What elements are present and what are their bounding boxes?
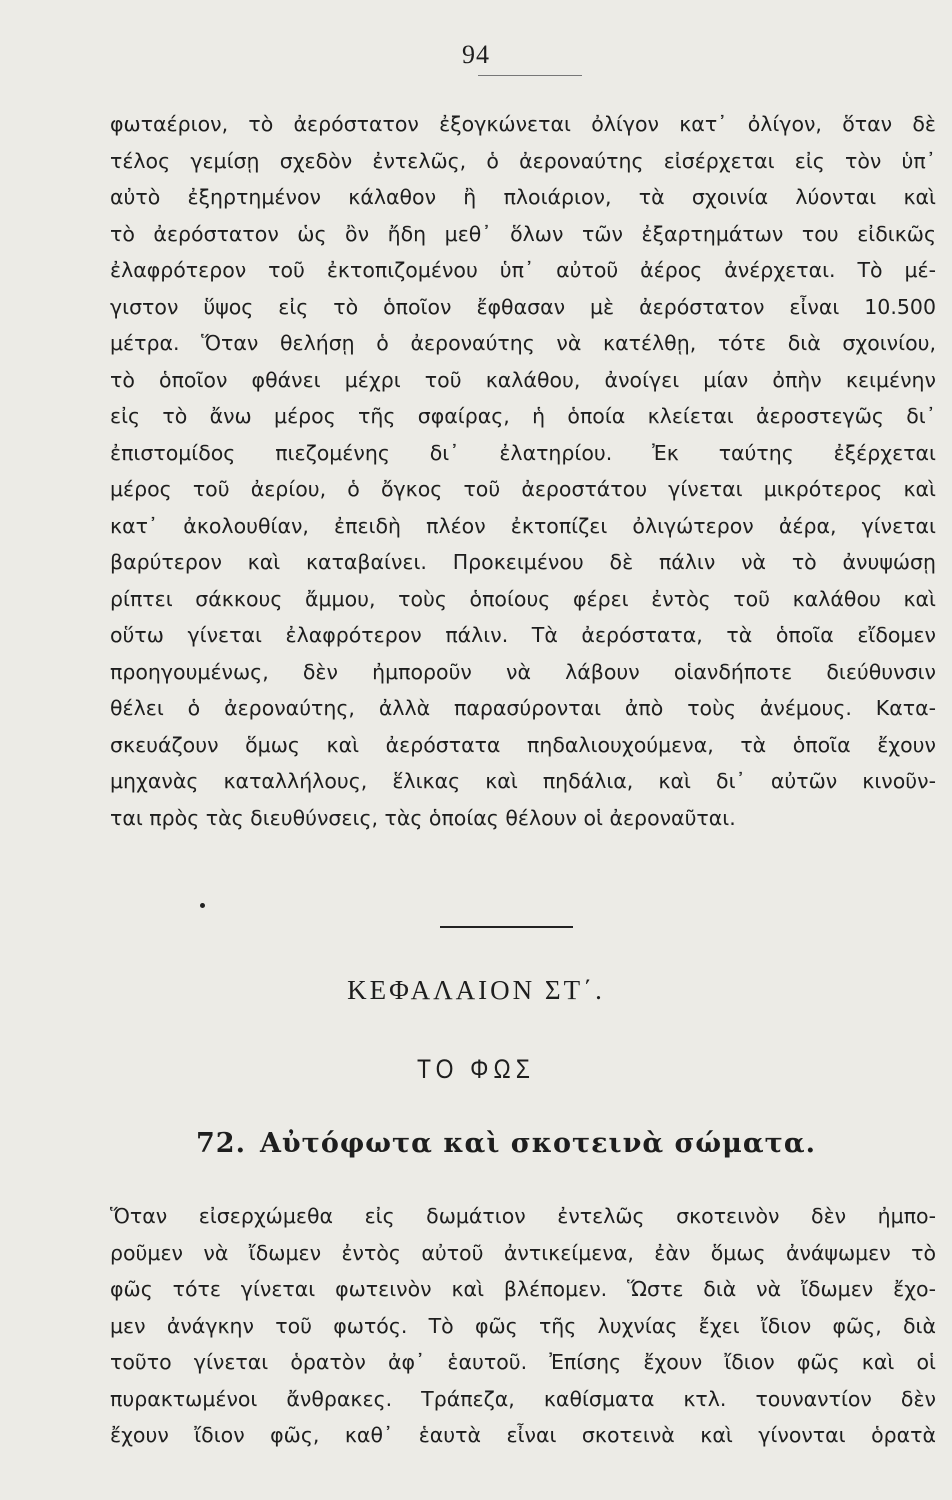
section-title: Αὐτόφωτα καὶ σκοτεινὰ σώματα. xyxy=(259,1128,817,1159)
text-line: Ὅταν εἰσερχώμεθα εἰς δωμάτιον ἐντελῶς σκοτεινὸν δὲν ἠμπο- xyxy=(110,1204,936,1228)
text-line: εἰς τὸ ἄνω μέρος τῆς σφαίρας, ἡ ὁποία κλείεται ἀεροστεγῶς δι᾽ xyxy=(110,404,936,428)
text-line: ἐλαφρότερον τοῦ ἐκτοπιζομένου ὑπ᾽ αὐτοῦ ἀέρος ἀνέρχεται. Τὸ μέ- xyxy=(110,258,936,282)
text-line: οὕτω γίνεται ἐλαφρότερον πάλιν. Τὰ ἀερόστατα, τὰ ὁποῖα εἴδομεν xyxy=(110,623,936,647)
text-line: τὸ ἀερόστατον ὡς ὂν ἤδη μεθ᾽ ὅλων τῶν ἐξαρτημάτων του εἰδικῶς xyxy=(110,221,936,246)
text-line: ρίπτει σάκκους ἄμμου, τοὺς ὁποίους φέρει ἐντὸς τοῦ καλάθου καὶ xyxy=(110,586,936,611)
chapter-title: ΚΕΦΑΛΑΙΟΝ ΣΤ΄. xyxy=(347,975,605,1005)
section-divider xyxy=(440,926,573,928)
text-line: γιστον ὕψος εἰς τὸ ὁποῖον ἔφθασαν μὲ ἀερόστατον εἶναι 10.500 xyxy=(110,294,936,319)
text-line: σκευάζουν ὅμως καὶ ἀερόστατα πηδαλιουχούμενα, τὰ ὁποῖα ἔχουν xyxy=(110,732,936,757)
chapter-subtitle: ΤΟ ΦΩΣ xyxy=(416,1054,536,1084)
ink-speck xyxy=(200,903,205,908)
section-heading xyxy=(196,1128,816,1159)
text-line: τὸ ὁποῖον φθάνει μέχρι τοῦ καλάθου, ἀνοίγει μίαν ὀπὴν κειμένην xyxy=(110,367,936,392)
text-line: βαρύτερον καὶ καταβαίνει. Προκειμένου δὲ πάλιν νὰ τὸ ἀνυψώσῃ xyxy=(110,550,936,574)
text-line: μεν ἀνάγκην τοῦ φωτός. Τὸ φῶς τῆς λυχνίας ἔχει ἴδιον φῶς, διὰ xyxy=(110,1313,936,1338)
text-line: μέρος τοῦ ἀερίου, ὁ ὄγκος τοῦ ἀεροστάτου γίνεται μικρότερος καὶ xyxy=(110,477,936,501)
page-number: 94 xyxy=(462,40,490,69)
paragraph-1 xyxy=(110,106,936,836)
text-line: ροῦμεν νὰ ἴδωμεν ἐντὸς αὐτοῦ ἀντικείμενα, ἐὰν ὅμως ἀνάψωμεν τὸ xyxy=(110,1240,936,1265)
text-line: φωταέριον, τὸ ἀερόστατον ἐξογκώνεται ὀλίγον κατ᾽ ὀλίγον, ὅταν δὲ xyxy=(110,112,936,136)
text-line: τοῦτο γίνεται ὁρατὸν ἀφ᾽ ἑαυτοῦ. Ἐπίσης ἔχουν ἴδιον φῶς καὶ οἱ xyxy=(110,1350,936,1374)
page-number-underline xyxy=(478,75,582,76)
text-line: κατ᾽ ἀκολουθίαν, ἐπειδὴ πλέον ἐκτοπίζει ὀλιγώτερον ἀέρα, γίνεται xyxy=(110,513,936,538)
text-line: μηχανὰς καταλλήλους, ἕλικας καὶ πηδάλια, καὶ δι᾽ αὐτῶν κινοῦν- xyxy=(110,769,936,793)
text-line: φῶς τότε γίνεται φωτεινὸν καὶ βλέπομεν. Ὥστε διὰ νὰ ἴδωμεν ἔχο- xyxy=(110,1277,936,1301)
text-line: ἐπιστομίδος πιεζομένης δι᾽ ἐλατηρίου. Ἐκ ταύτης ἐξέρχεται xyxy=(110,440,936,465)
text-line: ται πρὸς τὰς διευθύνσεις, τὰς ὁποίας θέλουν οἱ ἀεροναῦται. xyxy=(110,805,736,830)
text-line: αὐτὸ ἐξηρτημένον κάλαθον ἢ πλοιάριον, τὰ σχοινία λύονται καὶ xyxy=(110,185,936,209)
section-number: 72. xyxy=(196,1128,246,1159)
text-line: θέλει ὁ ἀεροναύτης, ἀλλὰ παρασύρονται ἀπὸ τοὺς ἀνέμους. Κατα- xyxy=(110,696,936,720)
text-line: ἔχουν ἴδιον φῶς, καθ᾽ ἑαυτὰ εἶναι σκοτεινὰ καὶ γίνονται ὁρατὰ xyxy=(110,1423,936,1447)
paragraph-2 xyxy=(110,1198,936,1454)
text-line: προηγουμένως, δὲν ἠμποροῦν νὰ λάβουν οἱανδήποτε διεύθυνσιν xyxy=(110,659,936,684)
text-line: τέλος γεμίσῃ σχεδὸν ἐντελῶς, ὁ ἀεροναύτης εἰσέρχεται εἰς τὸν ὑπ᾽ xyxy=(110,148,936,173)
text-line: πυρακτωμένοι ἄνθρακες. Τράπεζα, καθίσματα κτλ. τουναντίον δὲν xyxy=(110,1386,936,1411)
text-line: μέτρα. Ὅταν θελήσῃ ὁ ἀεροναύτης νὰ κατέλθῃ, τότε διὰ σχοινίου, xyxy=(110,331,936,355)
